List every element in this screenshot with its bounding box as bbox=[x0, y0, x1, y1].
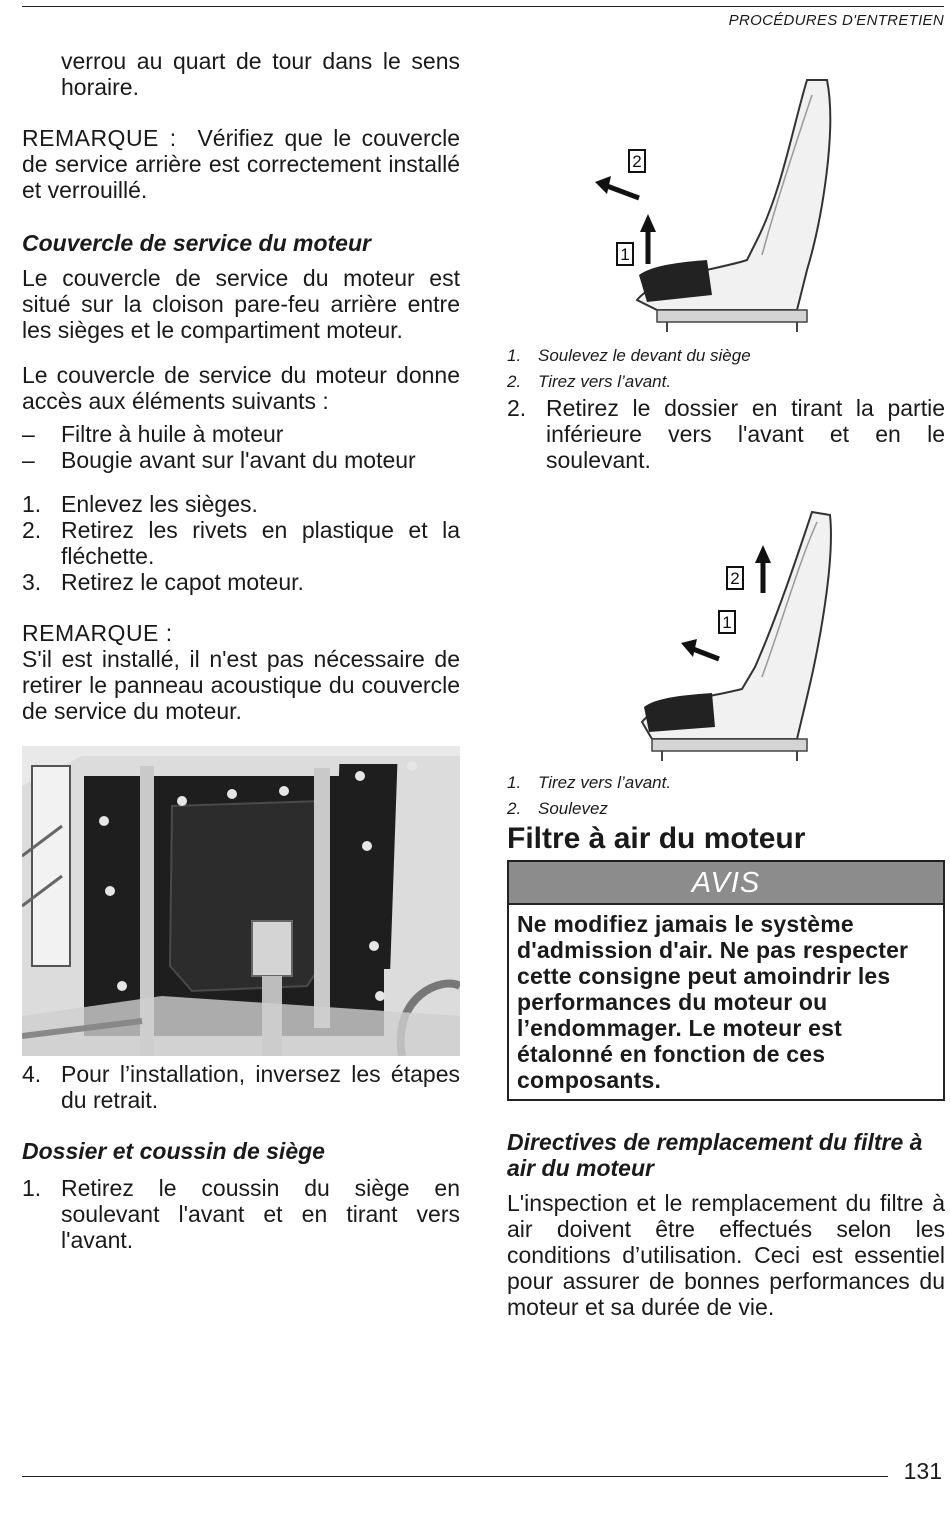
left-column bbox=[22, 48, 460, 1253]
running-header: PROCÉDURES D'ENTRETIEN bbox=[728, 12, 944, 29]
heading-replacement-guidelines: Directives de remplacement du filtre à air du moteur bbox=[507, 1129, 923, 1181]
callout-1 bbox=[617, 243, 633, 265]
remark-acoustic-panel: S'il est installé, il n'est pas nécessaire de retirer le panneau acoustique du couvercle de service du moteur. bbox=[22, 646, 460, 724]
list-item: 1. Retirez le coussin du siège en soulevant l'avant et en tirant vers l'avant. bbox=[22, 1175, 460, 1253]
engine-service-cover-photo bbox=[22, 746, 460, 1056]
right-column bbox=[507, 70, 945, 1320]
callout-1 bbox=[719, 611, 735, 633]
seat-cushion-figure bbox=[507, 70, 945, 340]
seat-backrest-figure bbox=[507, 507, 945, 769]
caption-item: 2. Tirez vers l’avant. bbox=[507, 372, 672, 391]
page-number: 131 bbox=[903, 1458, 942, 1484]
svg-text:1: 1 bbox=[620, 245, 630, 264]
top-rule bbox=[22, 6, 944, 7]
heading-engine-service-cover: Couvercle de service du moteur bbox=[22, 230, 371, 256]
list-item: – Bougie avant sur l'avant du moteur bbox=[22, 447, 416, 473]
paragraph-cover-location: Le couvercle de service du moteur est situé sur la cloison pare-feu arrière entre les sièges et le compartiment moteur. bbox=[22, 265, 460, 343]
notice-box bbox=[507, 860, 945, 1101]
arrow-forward-icon bbox=[681, 639, 719, 659]
bottom-rule bbox=[22, 1476, 888, 1477]
heading-air-filter: Filtre à air du moteur bbox=[507, 822, 806, 855]
list-item: 4. Pour l’installation, inversez les étapes du retrait. bbox=[22, 1061, 460, 1113]
step-continuation: verrou au quart de tour dans le sens horaire. bbox=[61, 48, 460, 100]
list-item: 1. Enlevez les sièges. bbox=[22, 491, 258, 517]
remark-label: REMARQUE : bbox=[22, 620, 173, 646]
paragraph-replacement-guidelines: L'inspection et le remplacement du filtre à air doivent être effectués selon les conditions d’utilisation. Ceci est essentiel pour assurer de bonnes performances du moteur et sa durée de vie. bbox=[507, 1190, 945, 1320]
arrow-forward-icon bbox=[595, 176, 639, 198]
heading-seat: Dossier et coussin de siège bbox=[22, 1138, 325, 1164]
caption-item: 1. Tirez vers l’avant. bbox=[507, 773, 672, 792]
caption-item: 1. Soulevez le devant du siège bbox=[507, 346, 751, 365]
svg-text:2: 2 bbox=[632, 152, 642, 171]
callout-2 bbox=[629, 150, 645, 172]
list-item: 3. Retirez le capot moteur. bbox=[22, 569, 304, 595]
caption-item: 2. Soulevez bbox=[507, 799, 608, 818]
arrow-up-icon bbox=[640, 214, 656, 264]
svg-text:2: 2 bbox=[730, 569, 740, 588]
removal-steps bbox=[22, 491, 460, 595]
paragraph-cover-access: Le couvercle de service du moteur donne accès aux éléments suivants : bbox=[22, 362, 460, 414]
notice-title: AVIS bbox=[509, 862, 943, 905]
svg-text:1: 1 bbox=[722, 613, 732, 632]
callout-2 bbox=[727, 567, 743, 589]
remark-service-cover: REMARQUE : Vérifiez que le couvercle de service arrière est correctement installé et verrouillé. bbox=[22, 125, 461, 203]
list-item: 2. Retirez le dossier en tirant la partie inférieure vers l'avant et en le soulevant. bbox=[507, 395, 945, 473]
arrow-up-icon bbox=[755, 545, 771, 593]
notice-text: Ne modifiez jamais le système d'admission d'air. Ne pas respecter cette consigne peut amoindrir les performances du moteur ou l’endommager. Le moteur est étalonné en fonction de ces composants. bbox=[517, 911, 909, 1093]
list-item: 2. Retirez les rivets en plastique et la fléchette. bbox=[22, 517, 460, 569]
bullet-list bbox=[22, 421, 460, 473]
list-item: – Filtre à huile à moteur bbox=[22, 421, 284, 447]
